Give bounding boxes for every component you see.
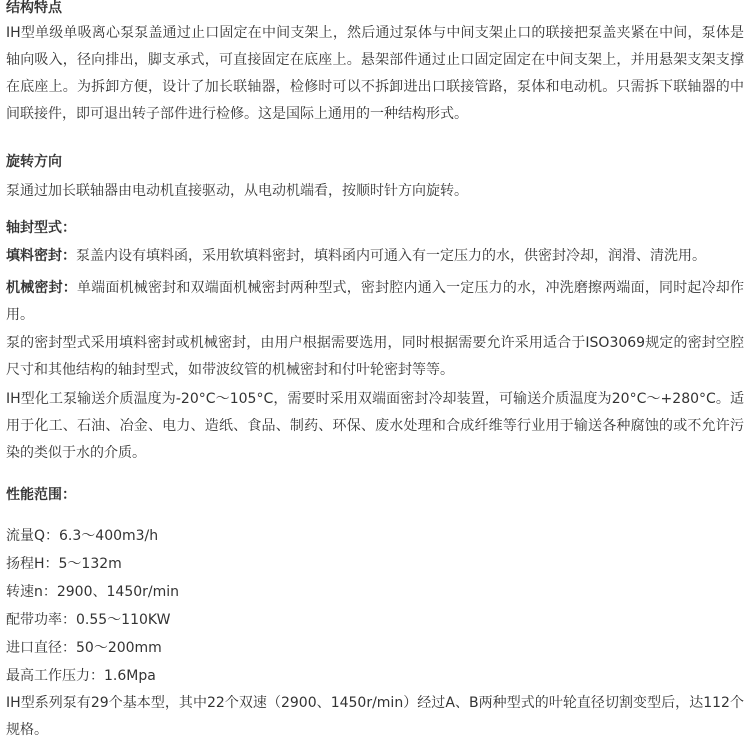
structure-text: IH型单级单吸离心泵泵盖通过止口固定在中间支架上，然后通过泵体与中间支架止口的联接把泵盖夹紧在中间，泵体是轴向吸入，径向排出，脚支承式，可直接固定在底座上。悬架部件通过止口固定固定在中间支架上，并用悬架支架支撑在底座上。为拆卸方便，设计了加长联轴器，检修时可以不拆卸进出口联接管路，泵体和电动机。只需拆下联轴器的中间联接件，即可退出转子部件进行检修。这是国际上通用的一种结构形式。: [6, 25, 744, 122]
performance-item: 进口直径：50～200mm: [6, 640, 162, 656]
performance-summary: IH型系列泵有29个基本型，其中22个双速（2900、1450r/min）经过A、B两种型式的叶轮直径切割变型后，达112个规格。: [6, 695, 744, 738]
rotation-heading: 旋转方向: [6, 154, 62, 170]
seal-note-2: IH型化工泵输送介质温度为-20°C～105°C，需要时采用双端面密封冷却装置，可输送介质温度为20°C～+280°C。适用于化工、石油、冶金、电力、造纸、食品、制药、环保、废水处理和合成纤维等行业用于输送各种腐蚀的或不允许污染的类似于水的介质。: [6, 391, 744, 461]
performance-item: 流量Q：6.3～400m3/h: [6, 528, 159, 544]
seal-heading: 轴封型式：: [6, 220, 76, 236]
performance-item: 扬程H：5～132m: [6, 556, 122, 572]
packing-seal-paragraph: [6, 243, 744, 270]
packing-seal-text: 泵盖内设有填料函，采用软填料密封，填料函内可通入有一定压力的水，供密封冷却，润滑、清洗用。: [76, 248, 706, 264]
rotation-text: 泵通过加长联轴器由电动机直接驱动，从电动机端看，按顺时针方向旋转。: [6, 183, 468, 199]
seal-note-1: 泵的密封型式采用填料密封或机械密封，由用户根据需要选用，同时根据需要允许采用适合于ISO3069规定的密封空腔尺寸和其他结构的轴封型式，如带波纹管的机械密封和付叶轮密封等等。: [6, 335, 744, 378]
performance-item: 配带功率：0.55～110KW: [6, 612, 171, 628]
performance-item: 最高工作压力：1.6Mpa: [6, 668, 156, 684]
performance-item: 转速n：2900、1450r/min: [6, 584, 180, 600]
mechanical-seal-paragraph: [6, 275, 744, 329]
structure-heading: 结构特点: [6, 0, 62, 16]
packing-seal-label: 填料密封：: [6, 248, 76, 264]
performance-heading: 性能范围：: [6, 487, 76, 503]
mechanical-seal-label: 机械密封：: [6, 280, 77, 296]
mechanical-seal-text: 单端面机械密封和双端面机械密封两种型式，密封腔内通入一定压力的水，冲洗磨擦两端面，同时起冷却作用。: [6, 280, 745, 323]
